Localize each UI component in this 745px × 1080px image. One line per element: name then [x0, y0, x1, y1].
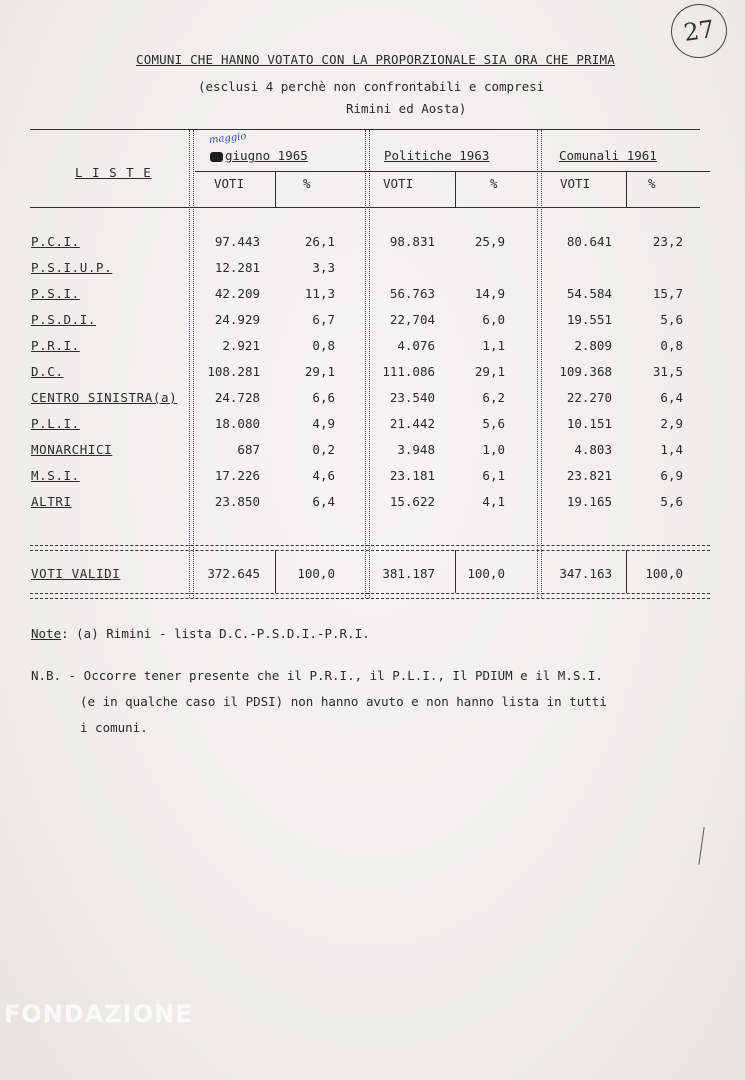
row-5-p2: 29,1: [474, 364, 505, 379]
pct-header-3: %: [648, 176, 656, 191]
row-3-p1: 6,7: [312, 312, 335, 327]
row-4-v1: 2.921: [222, 338, 260, 353]
total-label: VOTI VALIDI: [31, 566, 121, 581]
row-8-p1: 0,2: [312, 442, 335, 457]
row-9-v3: 23.821: [566, 468, 612, 483]
voti-header-1: VOTI: [214, 176, 245, 191]
table-total-top-rule: [30, 545, 710, 551]
row-8-p2: 1,0: [482, 442, 505, 457]
table-divider-2: [365, 130, 370, 598]
row-5-v1: 108.281: [207, 364, 260, 379]
nb-line-2: (e in qualche caso il PDSI) non hanno avuto e non hanno lista in tutti: [80, 694, 607, 709]
nb-line-1: N.B. - Occorre tener presente che il P.R.I., il P.L.I., Il PDIUM e il M.S.I.: [31, 668, 603, 683]
group-header-3: Comunali 1961: [559, 148, 657, 163]
document-title: COMUNI CHE HANNO VOTATO CON LA PROPORZIONALE SIA ORA CHE PRIMA: [136, 52, 615, 67]
row-2-v1: 42.209: [214, 286, 260, 301]
row-9-p2: 6,1: [482, 468, 505, 483]
group-header-2: Politiche 1963: [384, 148, 490, 163]
row-2-p1: 11,3: [304, 286, 335, 301]
table-divider-3: [537, 130, 542, 598]
table-bottom-rule: [30, 593, 710, 599]
row-0-name: P.C.I.: [31, 234, 80, 249]
ink-smudge: [210, 152, 223, 162]
row-10-v3: 19.165: [566, 494, 612, 509]
total-v3: 347.163: [559, 566, 612, 581]
row-3-p2: 6,0: [482, 312, 505, 327]
note-label: Note: [31, 626, 62, 641]
table-divider-g3: [626, 171, 627, 207]
row-7-v3: 10.151: [566, 416, 612, 431]
row-6-v3: 22.270: [566, 390, 612, 405]
table-divider-g1: [275, 171, 276, 207]
row-6-v1: 24.728: [214, 390, 260, 405]
row-7-p1: 4,9: [312, 416, 335, 431]
row-2-v3: 54.584: [566, 286, 612, 301]
row-1-p1: 3,3: [312, 260, 335, 275]
table-divider-g2: [455, 171, 456, 207]
archive-watermark: FONDAZIONE: [4, 1000, 193, 1028]
row-10-p2: 4,1: [482, 494, 505, 509]
note-line: [31, 626, 370, 641]
row-9-v1: 17.226: [214, 468, 260, 483]
row-2-v2: 56.763: [389, 286, 435, 301]
row-9-p1: 4,6: [312, 468, 335, 483]
row-8-v3: 4.803: [574, 442, 612, 457]
row-6-name: CENTRO SINISTRA(a): [31, 390, 178, 405]
row-5-p3: 31,5: [652, 364, 683, 379]
voti-header-2: VOTI: [383, 176, 414, 191]
total-v1: 372.645: [207, 566, 260, 581]
row-8-name: MONARCHICI: [31, 442, 113, 457]
row-0-v1: 97.443: [214, 234, 260, 249]
document-subtitle-line1: (esclusi 4 perchè non confrontabili e compresi: [198, 79, 545, 94]
row-3-v1: 24.929: [214, 312, 260, 327]
row-9-p3: 6,9: [660, 468, 683, 483]
total-divider-g2: [455, 550, 456, 593]
row-2-p2: 14,9: [474, 286, 505, 301]
total-divider-g1: [275, 550, 276, 593]
row-6-p1: 6,6: [312, 390, 335, 405]
row-1-name: P.S.I.U.P.: [31, 260, 113, 275]
nb-line-3: i comuni.: [80, 720, 148, 735]
row-7-name: P.L.I.: [31, 416, 80, 431]
row-0-v3: 80.641: [566, 234, 612, 249]
row-10-v1: 23.850: [214, 494, 260, 509]
pct-header-1: %: [303, 176, 311, 191]
row-8-v1: 687: [237, 442, 260, 457]
row-2-p3: 15,7: [652, 286, 683, 301]
row-3-p3: 5,6: [660, 312, 683, 327]
document-subtitle-line2: Rimini ed Aosta): [346, 101, 467, 116]
row-4-name: P.R.I.: [31, 338, 80, 353]
row-5-v2: 111.086: [382, 364, 435, 379]
row-5-p1: 29,1: [304, 364, 335, 379]
liste-header: L I S T E: [75, 165, 152, 180]
row-8-v2: 3.948: [397, 442, 435, 457]
row-6-v2: 23.540: [389, 390, 435, 405]
row-3-name: P.S.D.I.: [31, 312, 97, 327]
pct-header-2: %: [490, 176, 498, 191]
row-6-p3: 6,4: [660, 390, 683, 405]
row-7-p2: 5,6: [482, 416, 505, 431]
row-0-v2: 98.831: [389, 234, 435, 249]
row-4-p1: 0,8: [312, 338, 335, 353]
row-10-p3: 5,6: [660, 494, 683, 509]
group-header-1: giugno 1965: [225, 148, 308, 163]
note-text: : (a) Rimini - lista D.C.-P.S.D.I.-P.R.I.: [61, 626, 370, 641]
row-4-v3: 2.809: [574, 338, 612, 353]
row-4-p3: 0,8: [660, 338, 683, 353]
row-10-name: ALTRI: [31, 494, 72, 509]
row-9-name: M.S.I.: [31, 468, 80, 483]
total-v2: 381.187: [382, 566, 435, 581]
row-7-v2: 21.442: [389, 416, 435, 431]
row-4-p2: 1,1: [482, 338, 505, 353]
row-7-v1: 18.080: [214, 416, 260, 431]
row-5-name: D.C.: [31, 364, 64, 379]
table-subheader-rule: [195, 171, 710, 172]
row-1-v1: 12.281: [214, 260, 260, 275]
total-p2: 100,0: [467, 566, 505, 581]
row-8-p3: 1,4: [660, 442, 683, 457]
row-0-p1: 26,1: [304, 234, 335, 249]
handwritten-annotation: maggio: [208, 131, 247, 146]
total-p1: 100,0: [297, 566, 335, 581]
row-4-v2: 4.076: [397, 338, 435, 353]
total-divider-g3: [626, 550, 627, 593]
row-3-v2: 22,704: [389, 312, 435, 327]
voti-header-3: VOTI: [560, 176, 591, 191]
row-7-p3: 2,9: [660, 416, 683, 431]
row-5-v3: 109.368: [559, 364, 612, 379]
pencil-mark: [698, 827, 704, 865]
row-9-v2: 23.181: [389, 468, 435, 483]
total-p3: 100,0: [645, 566, 683, 581]
row-6-p2: 6,2: [482, 390, 505, 405]
table-divider-1: [189, 130, 194, 598]
row-10-p1: 6,4: [312, 494, 335, 509]
row-2-name: P.S.I.: [31, 286, 80, 301]
row-3-v3: 19.551: [566, 312, 612, 327]
row-0-p2: 25,9: [474, 234, 505, 249]
row-0-p3: 23,2: [652, 234, 683, 249]
page-number: 27: [668, 0, 731, 61]
row-10-v2: 15.622: [389, 494, 435, 509]
